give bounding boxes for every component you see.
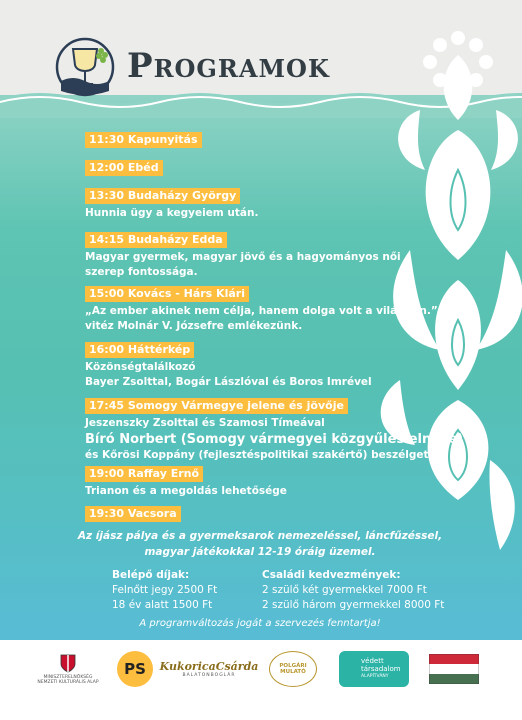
program-line: Magyar gyermek, magyar jövő és a hagyományos női — [85, 251, 401, 263]
time-tag: 14:15 Budaházy Edda — [85, 232, 227, 248]
kukorica-logo: KukoricaCsárda — [159, 660, 259, 673]
program-line: „Az ember akinek nem célja, hanem dolga volt a világban.” — [85, 305, 438, 317]
polgari-logo: POLGÁRI MULATÓ — [269, 651, 317, 687]
program-item — [85, 394, 463, 463]
note-line: magyar játékokkal 12-19 óráig üzemel. — [144, 546, 376, 558]
note-line: Az íjász pálya és a gyermeksarok nemezeléssel, láncfűzéssel, — [77, 530, 443, 542]
program-line: szerep fontossága. — [85, 266, 198, 278]
family-fees — [262, 568, 444, 613]
folk-flower-decoration — [380, 0, 522, 560]
family-three: 2 szülő három gyermekkel 8000 Ft — [262, 599, 445, 611]
time-tag: 16:00 Háttérkép — [85, 342, 194, 358]
vedett-line: védett — [361, 657, 384, 665]
activity-note — [60, 528, 460, 560]
ps-logo: PS — [117, 651, 153, 687]
program-line: Hunnia ügy a kegyeiem után. — [85, 207, 259, 219]
coat-of-arms-icon — [60, 653, 76, 673]
sponsor-kukorica — [159, 650, 259, 688]
sponsor-flag — [428, 650, 480, 688]
program-item — [85, 156, 163, 176]
program-item — [85, 128, 202, 148]
entry-adult: Felnőtt jegy 2500 Ft — [112, 584, 218, 596]
wine-glass-logo — [55, 35, 115, 100]
vedett-logo — [339, 651, 409, 687]
entry-heading: Belépő díjak: — [112, 569, 190, 581]
time-tag: 11:30 Kapunyitás — [85, 132, 202, 148]
sponsor-vedett — [338, 650, 410, 688]
ministry-subname: NEMZETI KULTURÁLIS ALAP — [37, 680, 99, 685]
family-heading: Családi kedvezmények: — [262, 569, 401, 581]
program-item — [85, 184, 258, 221]
page-title: Programok — [127, 46, 330, 86]
time-tag: 13:30 Budaházy György — [85, 188, 240, 204]
vedett-line: ALAPÍTVÁNY — [361, 674, 389, 679]
vedett-line: társadalom — [361, 665, 401, 673]
program-line: Jeszenszky Zsolttal és Szamosi Tímeával — [85, 417, 325, 429]
program-line: vitéz Molnár V. Józsefre emlékezünk. — [85, 320, 303, 332]
program-item — [85, 338, 372, 390]
program-item — [85, 502, 181, 522]
kukorica-sub: BALATONBOGLÁR — [182, 673, 236, 678]
program-item — [85, 228, 401, 280]
disclaimer: A programváltozás jogát a szervezés fenntartja! — [139, 618, 381, 629]
program-line: Trianon és a megoldás lehetősége — [85, 485, 287, 497]
time-tag: 19:30 Vacsora — [85, 506, 181, 522]
program-line: Közönségtalálkozó — [85, 361, 196, 373]
sponsor-polgari — [262, 650, 324, 688]
sponsor-ministry — [32, 650, 104, 688]
program-line: Bayer Zsolttal, Bogár Lászlóval és Boros Imrével — [85, 376, 372, 388]
program-highlight: Bíró Norbert (Somogy vármegyei közgyűlés elnöke) — [85, 432, 464, 447]
family-two: 2 szülő két gyermekkel 7000 Ft — [262, 584, 427, 596]
program-item — [85, 282, 438, 334]
ministry-name: MINISZTERELNÖKSÉG — [43, 675, 93, 680]
entry-fees — [112, 568, 217, 613]
sponsor-ps — [115, 650, 155, 688]
entry-child: 18 év alatt 1500 Ft — [112, 599, 213, 611]
time-tag: 17:45 Somogy Vármegye jelene és jövője — [85, 398, 348, 414]
program-item — [85, 462, 287, 499]
time-tag: 12:00 Ebéd — [85, 160, 163, 176]
time-tag: 19:00 Raffay Ernő — [85, 466, 203, 482]
hungarian-flag-icon — [429, 654, 479, 684]
program-line: és Kőrösi Koppány (fejlesztéspolitikai szakértő) beszélget. — [85, 449, 433, 461]
time-tag: 15:00 Kovács - Hárs Klári — [85, 286, 249, 302]
